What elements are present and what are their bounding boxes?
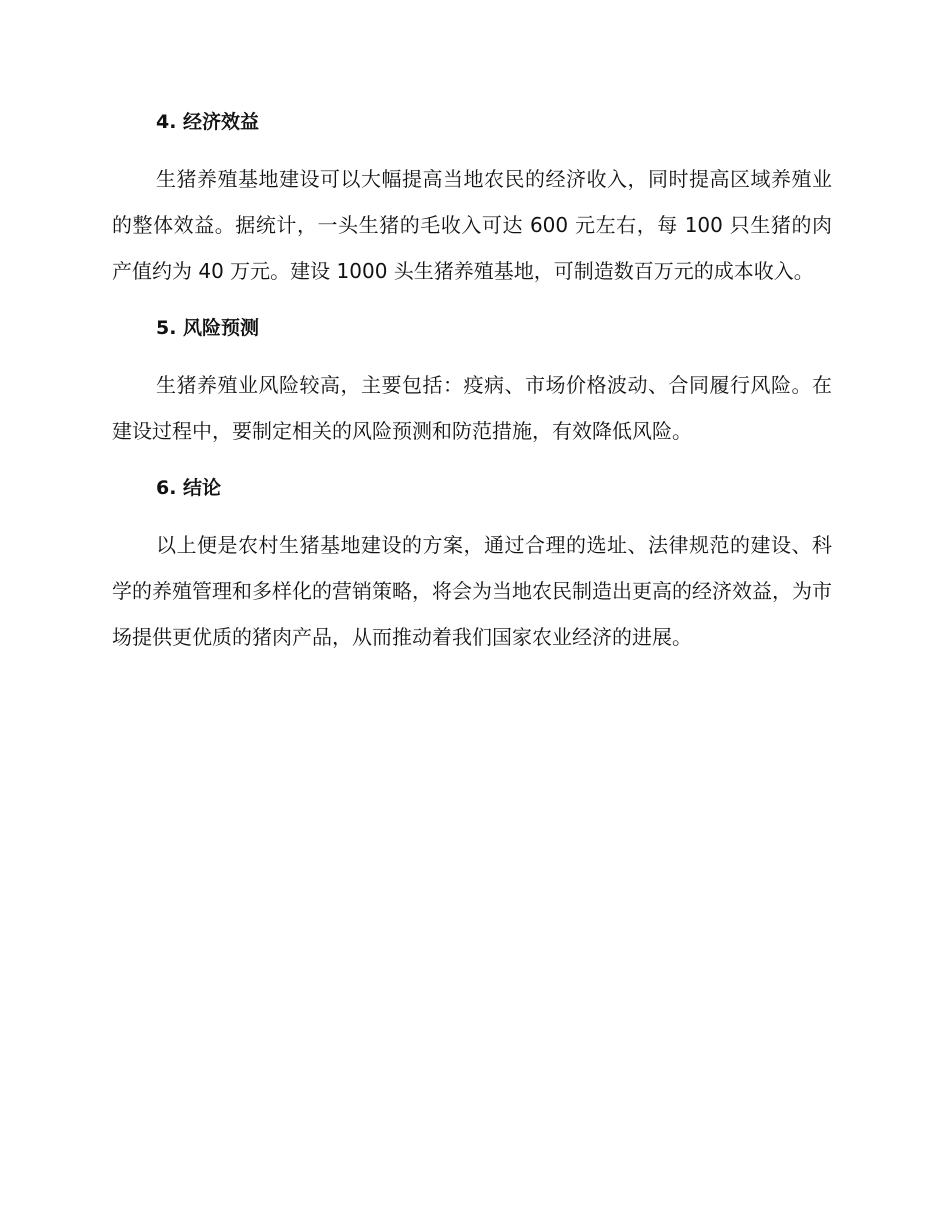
section-risk-forecast: [112, 314, 832, 454]
section-paragraph: 以上便是农村生猪基地建设的方案，通过合理的选址、法律规范的建设、科学的养殖管理和多样化的营销策略，将会为当地农民制造出更高的经济效益，为市场提供更优质的猪肉产品，从而推动着我们国家农业经济的进展。: [112, 533, 832, 649]
section-heading: 5. 风险预测: [156, 317, 260, 339]
section-heading: 6. 结论: [156, 477, 222, 499]
section-paragraph: 生猪养殖业风险较高，主要包括：疫病、市场价格波动、合同履行风险。在建设过程中，要制定相关的风险预测和防范措施，有效降低风险。: [112, 373, 832, 443]
section-paragraph: 生猪养殖基地建设可以大幅提高当地农民的经济收入，同时提高区域养殖业的整体效益。据统计，一头生猪的毛收入可达 600 元左右，每 100 只生猪的肉产值约为 40 万元。建设 1000 头生猪养殖基地，可制造数百万元的成本收入。: [112, 167, 832, 283]
section-heading: 4. 经济效益: [156, 111, 260, 133]
document-body: [112, 108, 832, 680]
section-economic-benefits: [112, 108, 832, 294]
section-conclusion: [112, 474, 832, 660]
